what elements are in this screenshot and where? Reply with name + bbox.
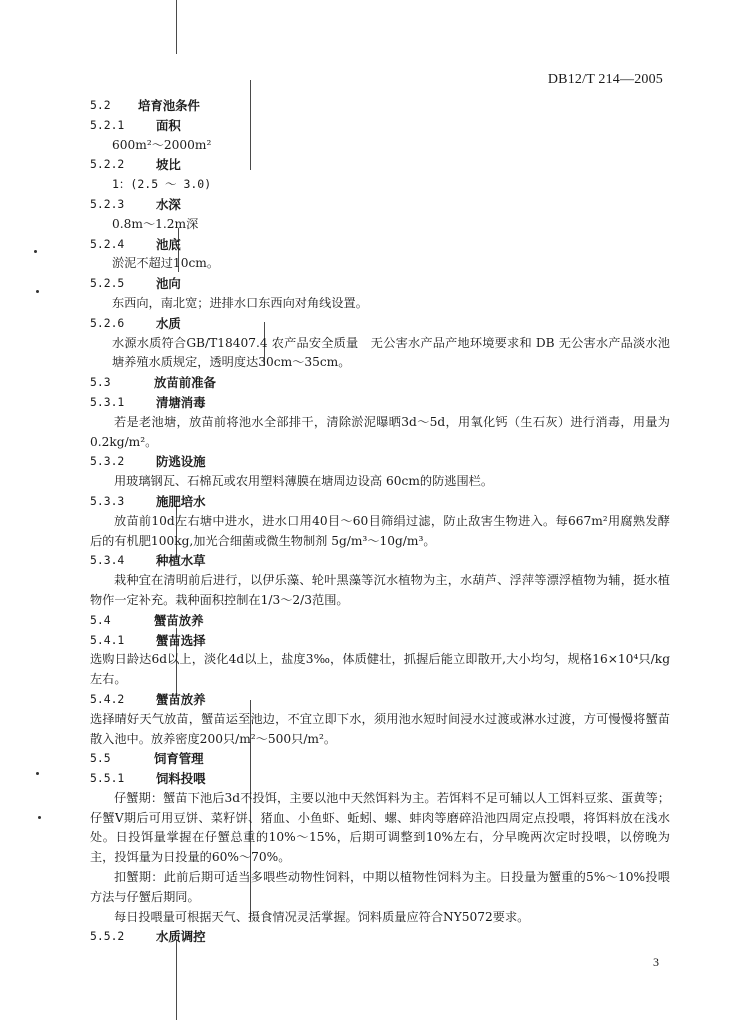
section-text: 选购日龄达6d以上，淡化4d以上，盐度3‰，体质健壮，抓握后能立即散开,大小均匀，规格16×10⁴只/kg左右。 xyxy=(90,652,670,687)
subsection-heading: 5.5.2 水质调控 xyxy=(90,929,206,945)
section-text: 若是老池塘，放苗前将池水全部排干，清除淤泥曝晒3d～5d，用氧化钙（生石灰）进行消毒，用量为0.2kg/m²。 xyxy=(90,414,670,449)
section-text: 0.8m～1.2m深 xyxy=(112,216,199,231)
scan-speck xyxy=(34,250,37,253)
subsection-heading: 5.2.3 水深 xyxy=(90,196,181,212)
subsection-heading: 5.3.4 种植水草 xyxy=(90,553,206,569)
section-text: 仔蟹期：蟹苗下池后3d不投饵，主要以池中天然饵料为主。若饵料不足可辅以人工饵料豆浆、蛋黄等；仔蟹Ⅴ期后可用豆饼、菜籽饼、猪血、小鱼虾、蚯蚓、螺、蚌肉等磨碎沿池四周定点投喂，将饵料放在浅水处。日投饵量掌握在仔蟹总重的10%～15%，后期可调整到10%左右，分早晚两次定时投喂，以傍晚为主，投饵量为日投量的60%～70%。 xyxy=(90,790,670,865)
scan-speck xyxy=(36,772,39,775)
section-text: 淤泥不超过10cm。 xyxy=(112,256,220,271)
subsection-heading: 5.2.1 面积 xyxy=(90,117,181,133)
section-text: 600m²～2000m² xyxy=(112,137,212,152)
subsection-heading: 5.2.4 池底 xyxy=(90,236,181,252)
page-number: 3 xyxy=(653,955,659,969)
scan-speck xyxy=(36,290,39,293)
scan-artifact-line xyxy=(176,0,177,54)
subsection-heading: 5.2.2 坡比 xyxy=(90,157,181,173)
section-text: 每日投喂量可根据天气、摄食情况灵活掌握。饲料质量应符合NY5072要求。 xyxy=(114,909,530,924)
section-text: 放苗前10d左右塘中进水，进水口用40目～60目筛绢过滤，防止敌害生物进入。每667m²用腐熟发酵后的有机肥100kg,加光合细菌或微生物制剂 5g/m³～10g/m³。 xyxy=(90,513,670,548)
section-heading: 5.3 放苗前准备 xyxy=(90,375,216,391)
document-code: DB12/T 214—2005 xyxy=(547,72,663,87)
section-heading: 5.4 蟹苗放养 xyxy=(90,612,204,628)
subsection-heading: 5.3.2 防逃设施 xyxy=(90,454,206,470)
document-body xyxy=(90,96,670,947)
subsection-heading: 5.2.6 水质 xyxy=(90,315,181,331)
section-text: 栽种宜在清明前后进行，以伊乐藻、轮叶黑藻等沉水植物为主，水葫芦、浮萍等漂浮植物为辅，挺水植物作一定补充。栽种面积控制在1/3～2/3范围。 xyxy=(90,573,670,607)
section-text: 东西向，南北宽；进排水口东西向对角线设置。 xyxy=(112,295,368,310)
subsection-heading: 5.4.2 蟹苗放养 xyxy=(90,691,206,707)
section-heading: 5.2 培育池条件 xyxy=(90,98,200,113)
scan-artifact-line xyxy=(176,940,177,1020)
subsection-heading: 5.5.1 饲料投喂 xyxy=(90,771,206,787)
subsection-heading: 5.2.5 池向 xyxy=(90,276,181,292)
section-text: 选择晴好天气放苗，蟹苗运至池边，不宜立即下水，须用池水短时间浸水过渡或淋水过渡，方可慢慢将蟹苗散入池中。放养密度200只/m²～500只/m²。 xyxy=(90,711,670,746)
section-text: 1：(2.5 ～ 3.0) xyxy=(112,177,212,192)
subsection-heading: 5.3.3 施肥培水 xyxy=(90,493,206,509)
subsection-heading: 5.3.1 清塘消毒 xyxy=(90,394,206,410)
section-heading: 5.5 饲育管理 xyxy=(90,751,204,767)
subsection-heading: 5.4.1 蟹苗选择 xyxy=(90,632,206,648)
scan-speck xyxy=(38,816,41,819)
section-text: 用玻璃钢瓦、石棉瓦或农用塑料薄膜在塘周边设高 60cm的防逃围栏。 xyxy=(114,474,494,489)
section-text: 扣蟹期：此前后期可适当多喂些动物性饲料，中期以植物性饲料为主。日投量为蟹重的5%～10%投喂方法与仔蟹后期同。 xyxy=(90,870,670,904)
section-text: 水源水质符合GB/T18407.4 农产品安全质量 无公害水产品产地环境要求和 DB 无公害水产品淡水池塘养殖水质规定，透明度达30cm～35cm。 xyxy=(112,335,670,370)
